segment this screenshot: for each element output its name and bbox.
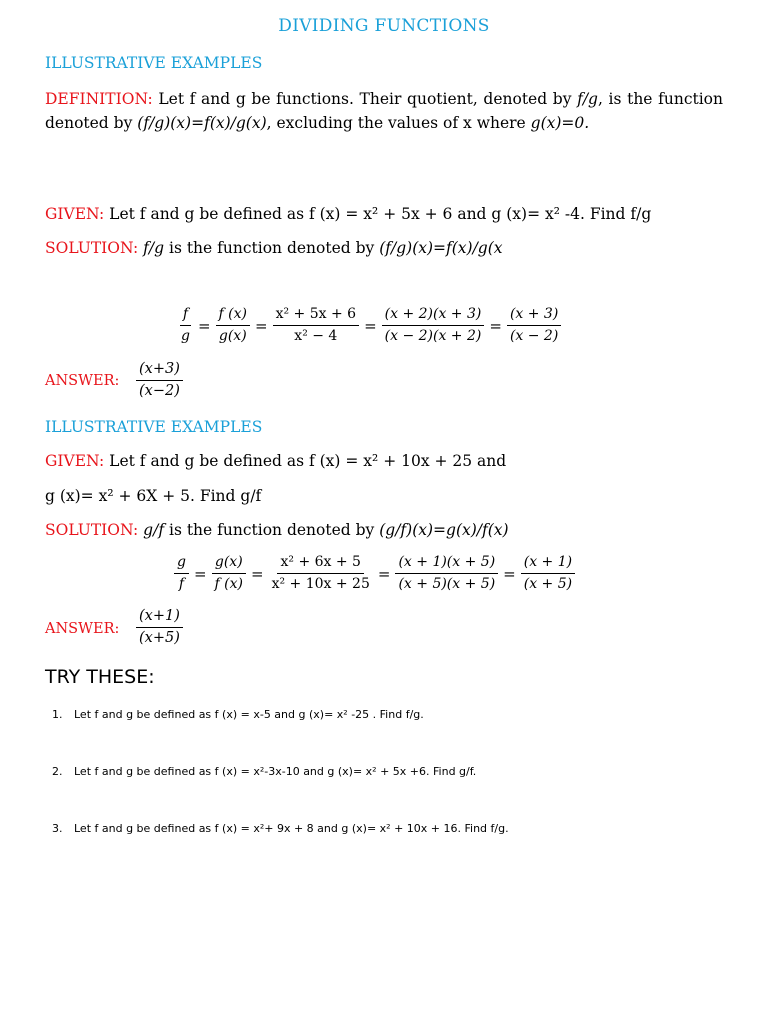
- definition-label: DEFINITION:: [45, 90, 153, 108]
- page-title: DIVIDING FUNCTIONS: [278, 16, 490, 36]
- example1-equation: $\frac{f}{g}$ = $\frac{f (x)}{g(x)}$ = $\frac{\text{x² + 5x + 6}}{\text{x² − 4}}$ = $\frac{(x + 2)(x + 3)}{(x - 2)(x + 2)}$ = $\frac{(x + 3)}{(x - 2)}$: [176, 305, 563, 346]
- given-label: GIVEN:: [45, 452, 105, 470]
- example2-solution: [45, 521, 509, 539]
- try-item-1: 1. Let f and g be defined as f (x) = x-5 and g (x)= x² -25 . Find f/g.: [52, 708, 424, 721]
- solution-italic-2: (g/f)(x)=g(x)/f(x): [379, 521, 509, 539]
- answer-label-2: ANSWER:: [45, 621, 120, 637]
- definition-paragraph: [45, 87, 723, 135]
- fraction: $\frac{\text{x² + 6x + 5}}{\text{x² + 10x + 25}}$: [271, 554, 370, 592]
- solution-italic-1: g/f: [138, 521, 165, 539]
- try-these-heading: TRY THESE:: [45, 666, 155, 688]
- given-text: Let f and g be defined as f (x) = x² + 5x + 6 and g (x)= x² -4. Find f/g: [104, 205, 652, 223]
- try-item-2: 2. Let f and g be defined as f (x) = x²-3x-10 and g (x)= x² + 5x +6. Find g/f.: [52, 765, 477, 778]
- example1-given: [45, 205, 651, 223]
- example2-equation: $\frac{g}{f}$ = $\frac{g(x)}{f (x)}$ = $\frac{\text{x² + 6x + 5}}{\text{x² + 10x + 25}}$ = $\frac{(x + 1)(x + 5)}{(x + 5)(x + 5)}$ = $\frac{(x + 1)}{(x + 5)}$: [172, 553, 577, 594]
- fraction: $\frac{(x + 1)}{(x + 5)}$: [519, 553, 577, 594]
- fraction: $\frac{g(x)}{f (x)}$: [210, 553, 248, 594]
- answer-fraction-1: $\frac{(x+3)}{(x-2)}$: [134, 360, 185, 401]
- try-item-3: 3. Let f and g be defined as f (x) = x²+ 9x + 8 and g (x)= x² + 10x + 16. Find f/g.: [52, 822, 509, 835]
- definition-text-1: Let f and g be functions. Their quotient, denoted by: [152, 90, 578, 108]
- example1-solution: [45, 239, 503, 257]
- definition-italic-2: (f/g)(x)=f(x)/g(x): [137, 114, 267, 132]
- fraction: $\frac{(x + 1)(x + 5)}{(x + 5)(x + 5)}$: [393, 553, 500, 594]
- answer-label-1: ANSWER:: [45, 373, 120, 389]
- definition-text-2: , is the function denoted by: [45, 90, 724, 132]
- fraction: $\frac{g}{f}$: [172, 553, 191, 594]
- fraction: $\frac{f (x)}{g(x)}$: [214, 305, 252, 346]
- fraction: $\frac{f}{g}$: [181, 306, 190, 344]
- fraction: $\frac{(x + 3)}{(x - 2)}$: [505, 305, 563, 346]
- definition-italic-1: f/g: [577, 90, 598, 108]
- solution-label: SOLUTION:: [45, 521, 139, 539]
- answer-fraction-2: $\frac{(x+1)}{(x+5)}$: [134, 607, 185, 648]
- solution-label: SOLUTION:: [45, 239, 139, 257]
- given-label: GIVEN:: [45, 205, 105, 223]
- definition-text-3: , excluding the values of x where: [266, 114, 531, 132]
- definition-italic-3: g(x)=0.: [530, 114, 590, 132]
- section-heading-1: ILLUSTRATIVE EXAMPLES: [45, 54, 263, 72]
- solution-italic-2: (f/g)(x)=f(x)/g(x: [379, 239, 503, 257]
- solution-text: is the function denoted by: [164, 239, 380, 257]
- solution-text: is the function denoted by: [164, 521, 380, 539]
- given-text: Let f and g be defined as f (x) = x² + 10x + 25 and: [104, 452, 507, 470]
- fraction: $\frac{(x + 2)(x + 3)}{(x - 2)(x + 2)}$: [380, 305, 487, 346]
- section-heading-2: ILLUSTRATIVE EXAMPLES: [45, 418, 263, 436]
- solution-italic-1: f/g: [138, 239, 165, 257]
- example2-given: [45, 452, 506, 470]
- example2-given-line-2: g (x)= x² + 6X + 5. Find g/f: [45, 487, 262, 505]
- fraction: $\frac{\text{x² + 5x + 6}}{\text{x² − 4}}$: [271, 305, 361, 346]
